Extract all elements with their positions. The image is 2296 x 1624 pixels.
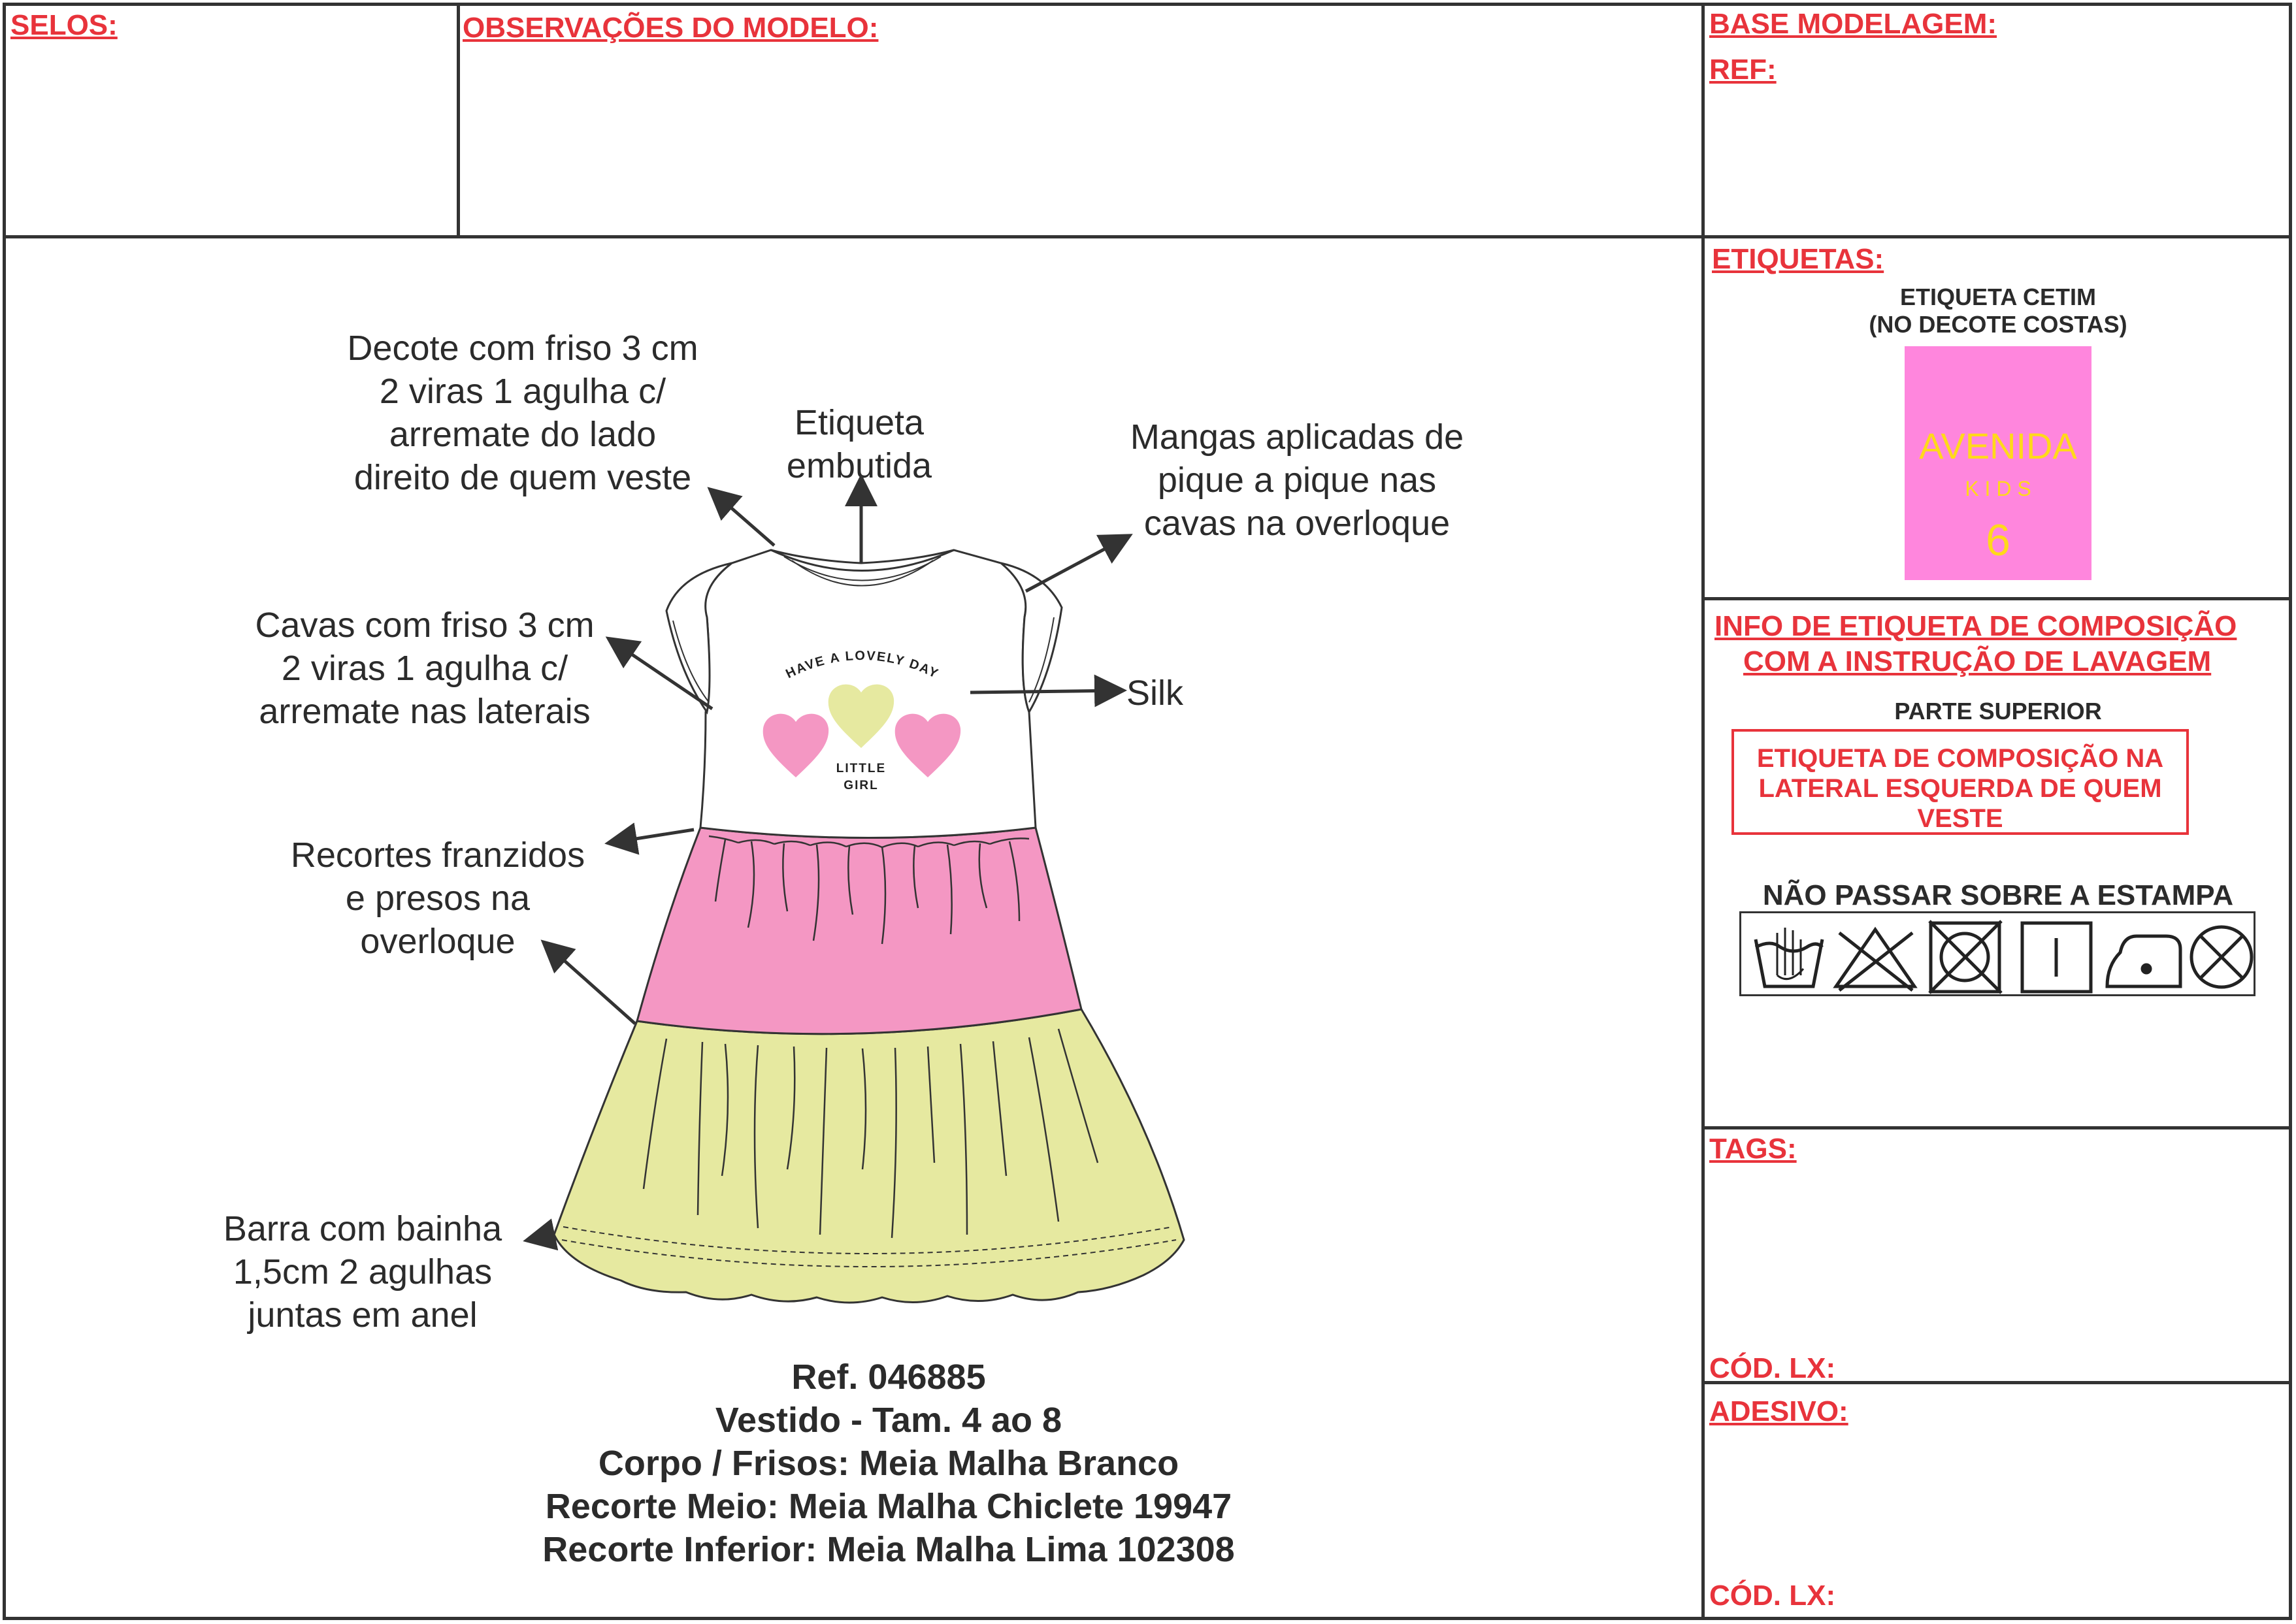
composicao-line: VESTE — [1917, 804, 2003, 833]
note-line: Decote com friso 3 cm — [347, 329, 698, 368]
note-line: direito de quem veste — [353, 458, 692, 497]
note-line: embutida — [786, 446, 932, 485]
product-recorte-meio: Recorte Meio: Meia Malha Chiclete 19947 — [545, 1487, 1232, 1526]
brand-name: AVENIDA — [1919, 425, 2077, 466]
product-recorte-inferior: Recorte Inferior: Meia Malha Lima 102308 — [542, 1530, 1235, 1569]
note-line: e presos na — [345, 879, 531, 918]
brand-label — [1905, 346, 2091, 580]
tags-label: TAGS: — [1709, 1133, 1797, 1165]
note-line: Cavas com friso 3 cm — [255, 606, 595, 645]
composicao-line: LATERAL ESQUERDA DE QUEM — [1758, 774, 2162, 803]
etiquetas-label: ETIQUETAS: — [1712, 243, 1884, 275]
no-dry-clean-icon — [2191, 927, 2252, 987]
note-line: juntas em anel — [248, 1295, 478, 1335]
wash-symbols — [1739, 911, 2255, 996]
composicao-box — [1731, 729, 2189, 835]
note-line: arremate do lado — [389, 415, 657, 454]
note-line: Barra com bainha — [223, 1209, 502, 1248]
cod-lx-label-2: CÓD. LX: — [1709, 1580, 1836, 1612]
recortes-arrow-upper — [611, 830, 694, 843]
product-ref: Ref. 046885 — [791, 1357, 986, 1397]
note-line: overloque — [360, 922, 516, 961]
no-tumble-dry-icon — [1929, 921, 2001, 993]
nao-passar-warning: NÃO PASSAR SOBRE A ESTAMPA — [1762, 879, 2234, 911]
print-top-text: HAVE A LOVELY DAY — [783, 648, 942, 682]
brand-kids: K I D S — [1965, 477, 2031, 500]
line-dry-icon — [2022, 923, 2091, 992]
note-line: 1,5cm 2 agulhas — [233, 1252, 493, 1291]
observacoes-label: OBSERVAÇÕES DO MODELO: — [463, 12, 879, 44]
cod-lx-label-1: CÓD. LX: — [1709, 1352, 1836, 1384]
print-bottom-line2: GIRL — [844, 779, 879, 792]
info-label-line1: INFO DE ETIQUETA DE COMPOSIÇÃO — [1714, 610, 2237, 642]
selos-label: SELOS: — [10, 9, 118, 41]
note-line: Recortes franzidos — [290, 836, 585, 875]
product-name: Vestido - Tam. 4 ao 8 — [715, 1401, 1062, 1440]
info-label-line2: COM A INSTRUÇÃO DE LAVAGEM — [1743, 645, 2212, 677]
print-bottom-line1: LITTLE — [836, 762, 887, 775]
adesivo-label: ADESIVO: — [1709, 1395, 1848, 1427]
note-line: Etiqueta — [794, 403, 925, 442]
note-line: arremate nas laterais — [259, 692, 591, 731]
silk-arrow — [970, 690, 1121, 692]
product-description — [457, 1356, 1320, 1571]
brand-size: 6 — [1986, 515, 2010, 565]
etiqueta-cetim-line2: (NO DECOTE COSTAS) — [1869, 311, 2127, 338]
wash-symbols-svg — [1741, 913, 2257, 998]
no-bleach-icon — [1836, 930, 1914, 990]
note-line: cavas na overloque — [1143, 504, 1451, 543]
composicao-line: ETIQUETA DE COMPOSIÇÃO NA — [1756, 744, 2164, 773]
hand-wash-icon — [1756, 928, 1822, 986]
recortes-arrow-lower — [546, 944, 635, 1024]
decote-arrow — [712, 491, 774, 545]
mangas-arrow — [1026, 537, 1127, 591]
etiqueta-cetim-line1: ETIQUETA CETIM — [1900, 284, 2096, 310]
note-line: Mangas aplicadas de — [1130, 417, 1464, 457]
note-line: 2 viras 1 agulha c/ — [281, 649, 568, 688]
iron-low-icon — [2107, 936, 2180, 986]
note-line: Silk — [1126, 674, 1184, 713]
barra-arrow — [529, 1235, 554, 1240]
ref-label: REF: — [1709, 54, 1777, 86]
note-line: 2 viras 1 agulha c/ — [379, 372, 666, 411]
note-line: pique a pique nas — [1157, 461, 1437, 500]
middle-tier — [637, 828, 1081, 1034]
parte-superior: PARTE SUPERIOR — [1894, 698, 2102, 724]
product-corpo: Corpo / Frisos: Meia Malha Branco — [598, 1444, 1179, 1483]
base-modelagem-label: BASE MODELAGEM: — [1709, 8, 1997, 40]
